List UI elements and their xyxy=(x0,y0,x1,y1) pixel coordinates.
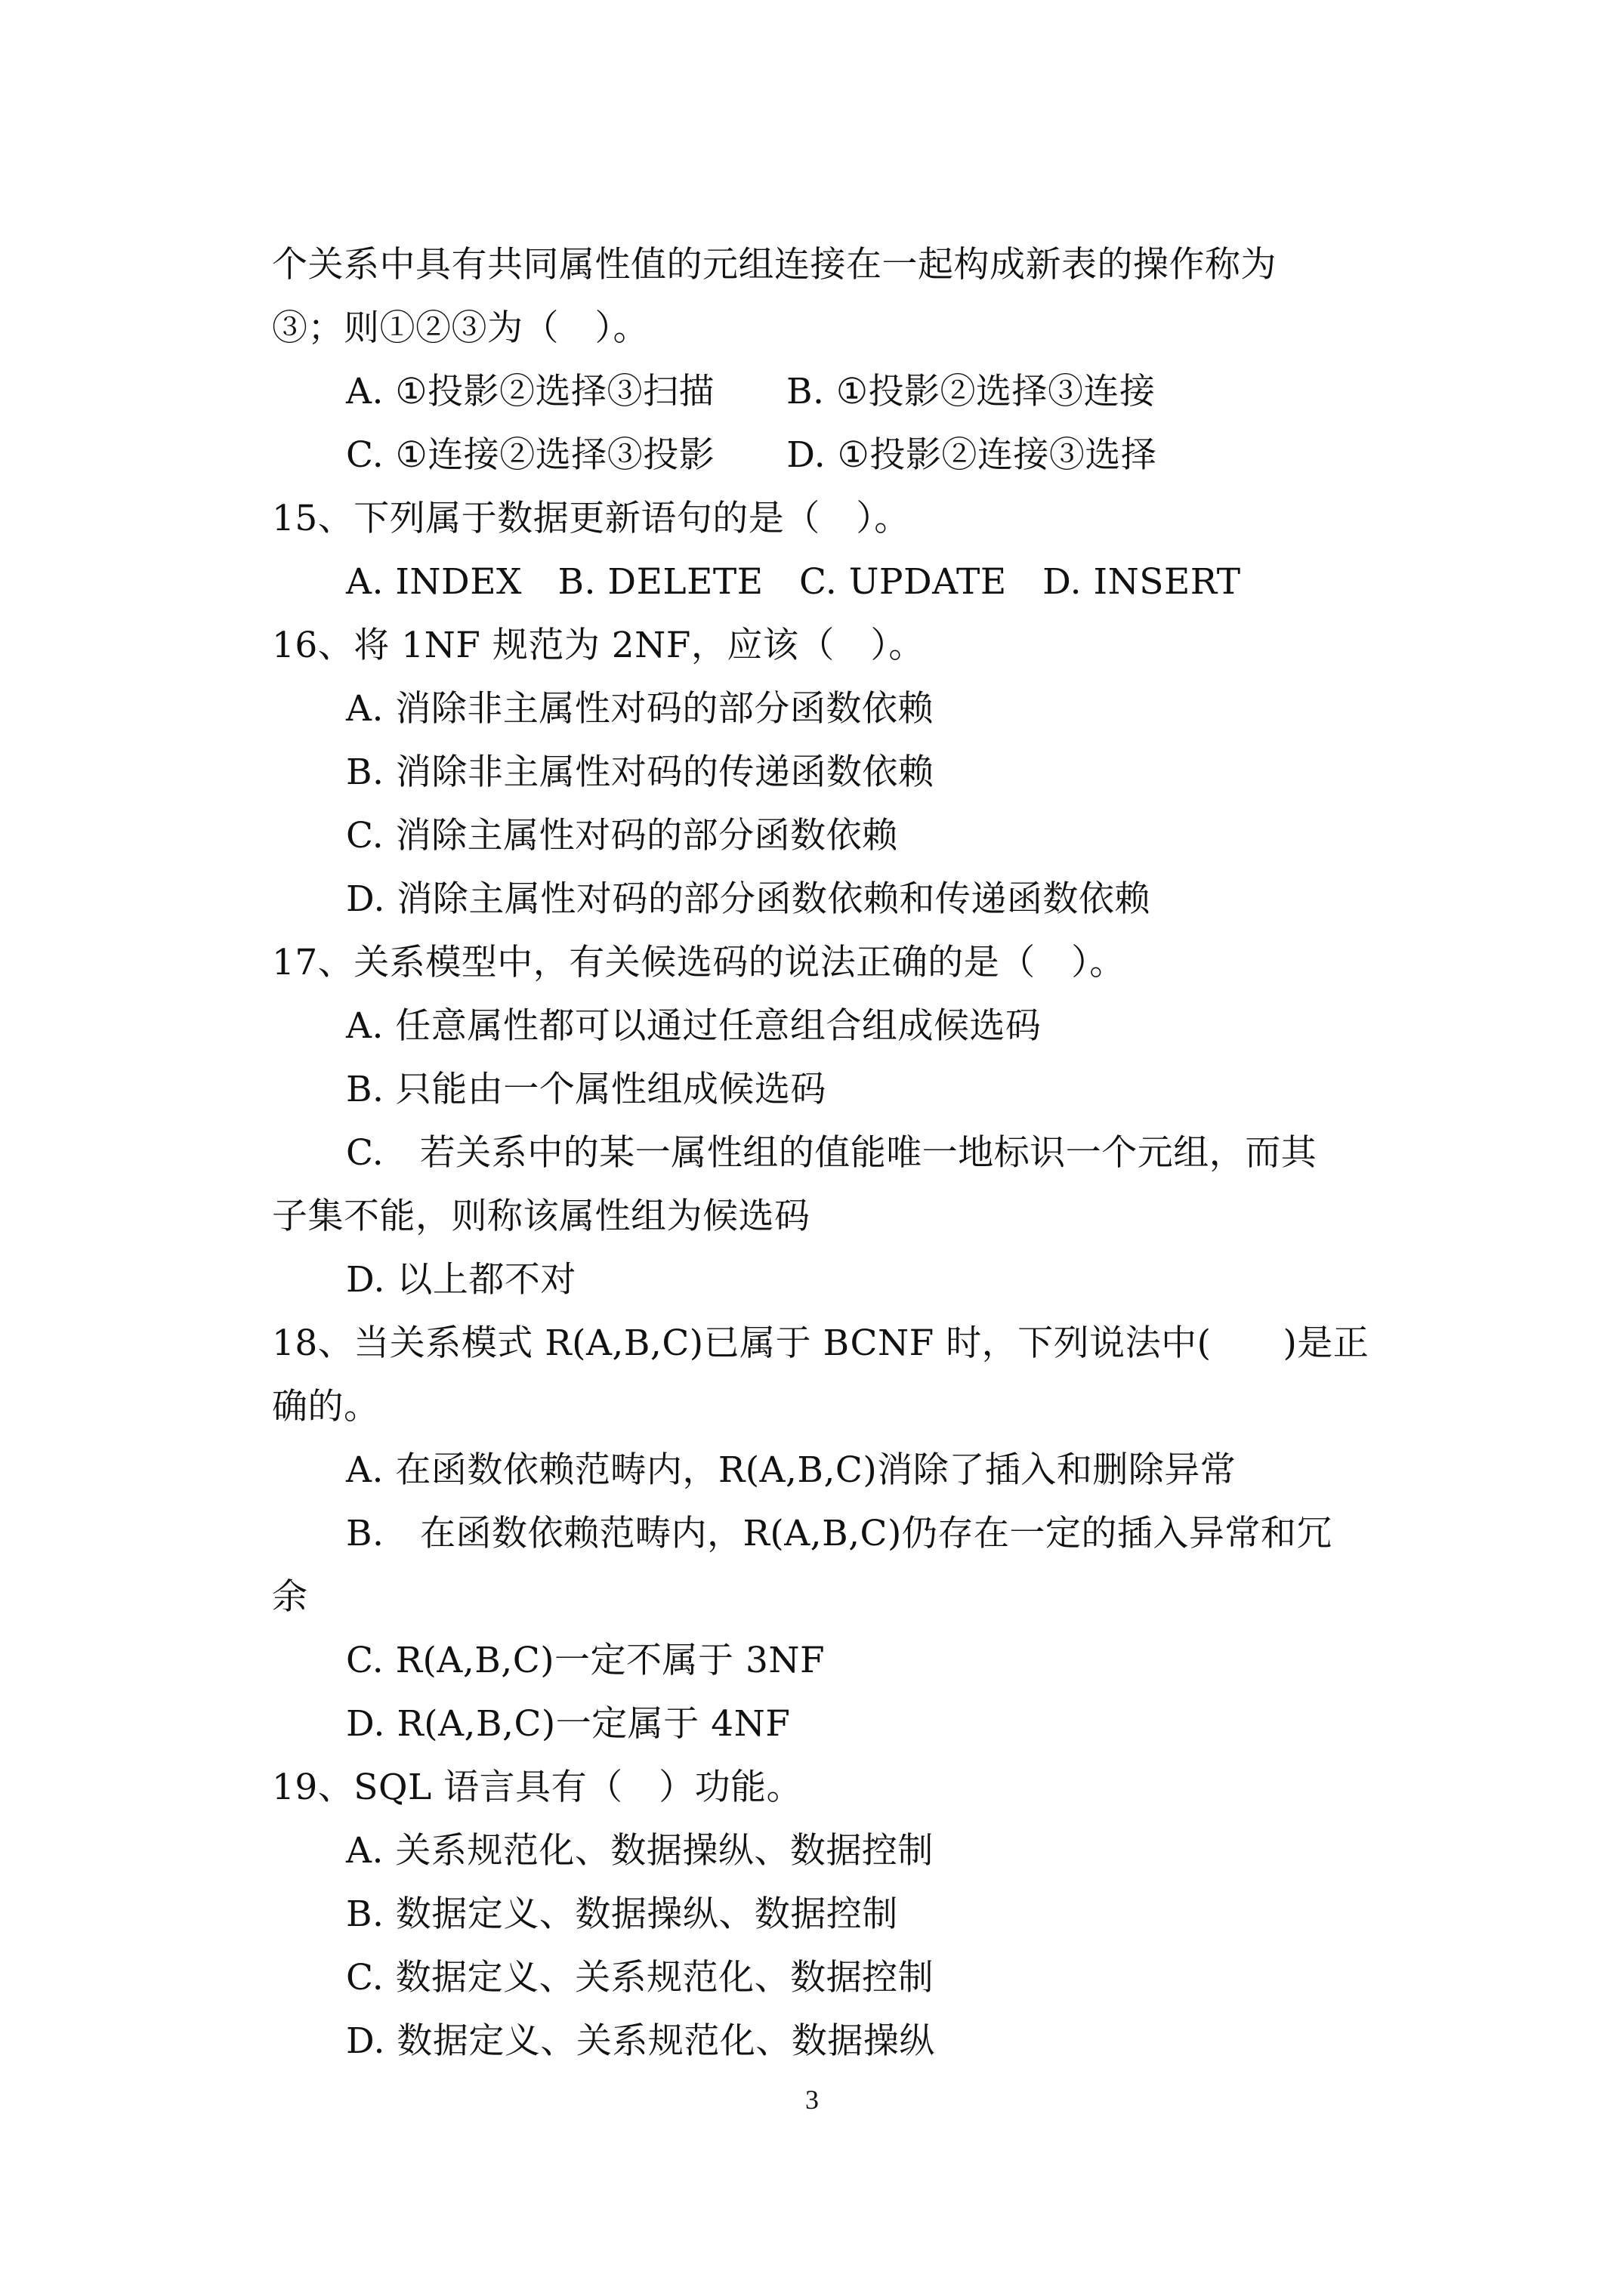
q15-options: A. INDEX B. DELETE C. UPDATE D. INSERT xyxy=(346,561,1241,603)
q14-text-line-2: ③；则①②③为（ ）。 xyxy=(272,307,649,349)
q14-options-ab: A. ①投影②选择③扫描 B. ①投影②选择③连接 xyxy=(346,371,1156,412)
q18-option-a: A. 在函数依赖范畴内，R(A,B,C)消除了插入和删除异常 xyxy=(346,1449,1237,1491)
q19-option-d: D. 数据定义、关系规范化、数据操纵 xyxy=(346,2020,935,2062)
q14-text-line-1: 个关系中具有共同属性值的元组连接在一起构成新表的操作称为 xyxy=(272,244,1277,285)
q14-options-cd: C. ①连接②选择③投影 D. ①投影②连接③选择 xyxy=(346,434,1157,476)
q16-option-b: B. 消除非主属性对码的传递函数依赖 xyxy=(346,751,934,793)
q17-option-d: D. 以上都不对 xyxy=(346,1259,576,1301)
q17-question: 17、关系模型中，有关候选码的说法正确的是（ ）。 xyxy=(272,942,1125,983)
q17-option-c-line-1: C. 若关系中的某一属性组的值能唯一地标识一个元组，而其 xyxy=(346,1132,1317,1174)
q18-option-b-line-2: 余 xyxy=(272,1576,308,1618)
q18-question-line-1: 18、当关系模式 R(A,B,C)已属于 BCNF 时，下列说法中( )是正 xyxy=(272,1322,1369,1364)
q17-option-b: B. 只能由一个属性组成候选码 xyxy=(346,1069,826,1110)
q16-option-d: D. 消除主属性对码的部分函数依赖和传递函数依赖 xyxy=(346,878,1150,920)
q19-option-a: A. 关系规范化、数据操纵、数据控制 xyxy=(346,1830,934,1872)
q16-option-c: C. 消除主属性对码的部分函数依赖 xyxy=(346,815,898,856)
q18-option-c: C. R(A,B,C)一定不属于 3NF xyxy=(346,1640,826,1681)
q16-question: 16、将 1NF 规范为 2NF，应该（ ）。 xyxy=(272,625,925,666)
q19-question: 19、SQL 语言具有（ ）功能。 xyxy=(272,1767,803,1808)
q17-option-a: A. 任意属性都可以通过任意组合组成候选码 xyxy=(346,1005,1042,1047)
q15-question: 15、下列属于数据更新语句的是（ ）。 xyxy=(272,498,910,539)
q19-option-b: B. 数据定义、数据操纵、数据控制 xyxy=(346,1893,898,1935)
q18-option-d: D. R(A,B,C)一定属于 4NF xyxy=(346,1703,791,1745)
q16-option-a: A. 消除非主属性对码的部分函数依赖 xyxy=(346,688,934,730)
q19-option-c: C. 数据定义、关系规范化、数据控制 xyxy=(346,1957,934,1998)
q18-option-b-line-1: B. 在函数依赖范畴内，R(A,B,C)仍存在一定的插入异常和冗 xyxy=(346,1513,1332,1554)
q18-question-line-2: 确的。 xyxy=(272,1386,380,1427)
q17-option-c-line-2: 子集不能，则称该属性组为候选码 xyxy=(272,1196,810,1237)
page-number: 3 xyxy=(805,2085,819,2115)
